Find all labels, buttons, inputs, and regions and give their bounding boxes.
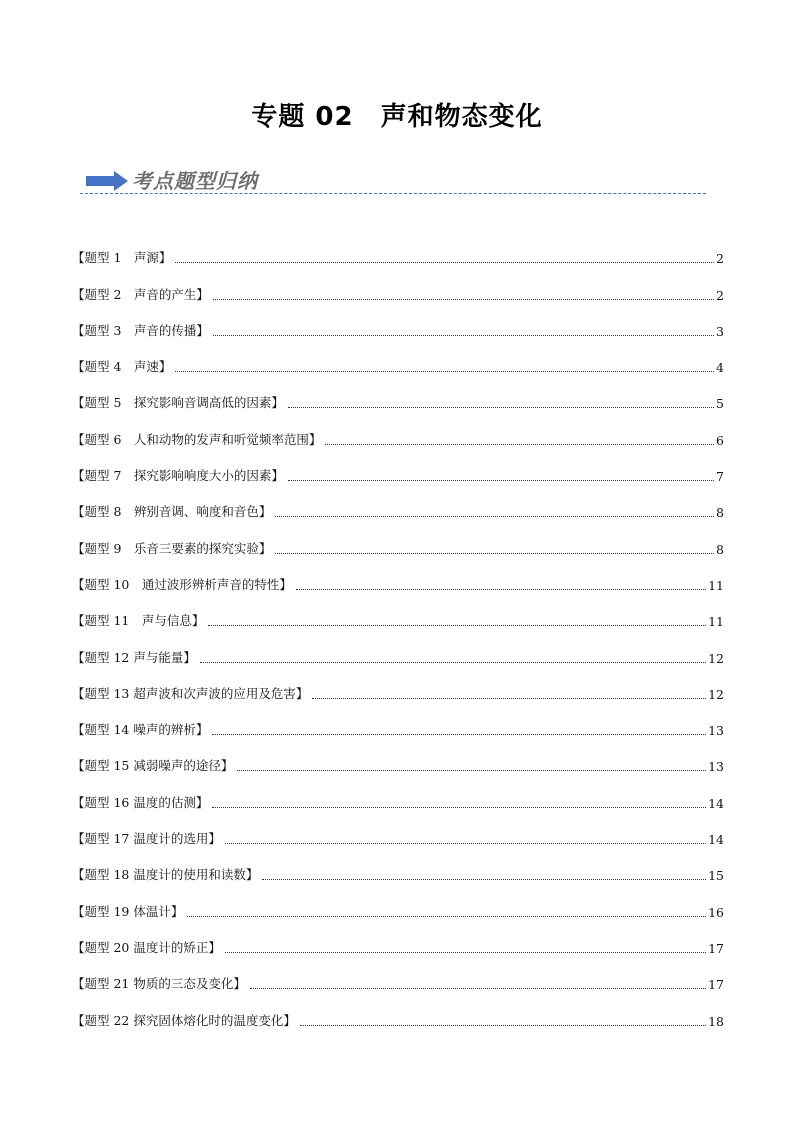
toc-entry[interactable]	[72, 520, 724, 556]
toc-entry[interactable]	[72, 303, 724, 339]
toc-entry-page: 18	[708, 1013, 724, 1029]
toc-entry-label: 【题型 14 噪声的辨析】	[72, 722, 209, 738]
toc-entry-label: 【题型 13 超声波和次声波的应用及危害】	[72, 685, 309, 701]
toc-entry[interactable]	[72, 920, 724, 956]
toc-entry-page: 12	[708, 686, 724, 702]
toc-leader-dots	[237, 770, 706, 771]
toc-entry-label: 【题型 11 声与信息】	[72, 613, 205, 629]
toc-leader-dots	[288, 480, 714, 481]
section-banner-label: 考点题型归纳	[132, 169, 258, 193]
toc-entry[interactable]	[72, 847, 724, 883]
toc-leader-dots	[288, 407, 714, 408]
table-of-contents	[72, 230, 724, 1029]
toc-entry-page: 2	[716, 251, 724, 267]
toc-entry[interactable]	[72, 738, 724, 774]
toc-entry-label: 【题型 2 声音的产生】	[72, 286, 209, 302]
toc-entry-label: 【题型 12 声与能量】	[72, 649, 196, 665]
toc-leader-dots	[225, 952, 706, 953]
toc-entry-page: 2	[716, 287, 724, 303]
toc-leader-dots	[262, 879, 706, 880]
toc-entry[interactable]	[72, 339, 724, 375]
toc-entry[interactable]	[72, 629, 724, 665]
toc-entry-page: 6	[716, 432, 724, 448]
toc-entry-page: 3	[716, 323, 724, 339]
toc-entry[interactable]	[72, 883, 724, 919]
toc-leader-dots	[275, 553, 714, 554]
toc-entry[interactable]	[72, 448, 724, 484]
toc-entry-page: 17	[708, 940, 724, 956]
toc-entry-label: 【题型 6 人和动物的发声和听觉频率范围】	[72, 431, 322, 447]
toc-leader-dots	[212, 807, 706, 808]
toc-leader-dots	[175, 262, 714, 263]
toc-entry-label: 【题型 10 通过波形辨析声音的特性】	[72, 576, 292, 592]
toc-entry-page: 13	[708, 759, 724, 775]
toc-leader-dots	[175, 371, 714, 372]
toc-leader-dots	[187, 916, 706, 917]
toc-entry-page: 8	[716, 541, 724, 557]
toc-entry[interactable]	[72, 811, 724, 847]
toc-entry-page: 5	[716, 396, 724, 412]
toc-entry-label: 【题型 16 温度的估测】	[72, 794, 209, 810]
toc-entry[interactable]	[72, 992, 724, 1028]
toc-entry-page: 17	[708, 977, 724, 993]
toc-entry-label: 【题型 22 探究固体熔化时的温度变化】	[72, 1012, 296, 1028]
toc-entry[interactable]	[72, 702, 724, 738]
toc-entry-page: 13	[708, 723, 724, 739]
toc-leader-dots	[212, 734, 706, 735]
toc-entry-page: 12	[708, 650, 724, 666]
toc-entry-page: 14	[708, 795, 724, 811]
toc-entry[interactable]	[72, 266, 724, 302]
toc-leader-dots	[225, 843, 706, 844]
toc-leader-dots	[213, 335, 714, 336]
toc-entry-page: 11	[708, 577, 724, 593]
section-banner	[80, 163, 710, 197]
toc-entry-label: 【题型 17 温度计的选用】	[72, 831, 221, 847]
toc-entry-page: 16	[708, 904, 724, 920]
toc-entry-label: 【题型 9 乐音三要素的探究实验】	[72, 540, 272, 556]
toc-entry[interactable]	[72, 230, 724, 266]
toc-entry[interactable]	[72, 484, 724, 520]
toc-entry-page: 11	[708, 614, 724, 630]
toc-entry[interactable]	[72, 956, 724, 992]
toc-entry-label: 【题型 20 温度计的矫正】	[72, 939, 221, 955]
toc-leader-dots	[200, 662, 706, 663]
toc-entry-page: 4	[716, 360, 724, 376]
toc-entry-label: 【题型 4 声速】	[72, 359, 172, 375]
toc-entry-page: 14	[708, 832, 724, 848]
section-divider	[80, 193, 706, 194]
toc-entry-label: 【题型 7 探究影响响度大小的因素】	[72, 468, 284, 484]
toc-leader-dots	[296, 589, 706, 590]
toc-entry[interactable]	[72, 411, 724, 447]
toc-entry-label: 【题型 5 探究影响音调高低的因素】	[72, 395, 284, 411]
toc-entry-label: 【题型 8 辨别音调、响度和音色】	[72, 504, 272, 520]
toc-entry-label: 【题型 1 声源】	[72, 250, 172, 266]
toc-entry-label: 【题型 3 声音的传播】	[72, 322, 209, 338]
toc-leader-dots	[325, 444, 714, 445]
toc-leader-dots	[275, 516, 714, 517]
toc-entry-page: 8	[716, 505, 724, 521]
toc-entry[interactable]	[72, 666, 724, 702]
toc-entry-label: 【题型 18 温度计的使用和读数】	[72, 867, 259, 883]
toc-entry[interactable]	[72, 375, 724, 411]
toc-entry-label: 【题型 21 物质的三态及变化】	[72, 976, 246, 992]
toc-leader-dots	[312, 698, 706, 699]
toc-entry-page: 15	[708, 868, 724, 884]
right-arrow-icon	[86, 171, 128, 195]
page-title: 专题 02 声和物态变化	[251, 102, 543, 132]
toc-entry[interactable]	[72, 774, 724, 810]
toc-entry-label: 【题型 19 体温计】	[72, 903, 184, 919]
toc-leader-dots	[250, 988, 706, 989]
toc-entry-page: 7	[716, 469, 724, 485]
toc-entry-label: 【题型 15 减弱噪声的途径】	[72, 758, 234, 774]
toc-leader-dots	[213, 299, 714, 300]
toc-entry[interactable]	[72, 557, 724, 593]
toc-leader-dots	[208, 625, 706, 626]
toc-leader-dots	[300, 1025, 706, 1026]
toc-entry[interactable]	[72, 593, 724, 629]
